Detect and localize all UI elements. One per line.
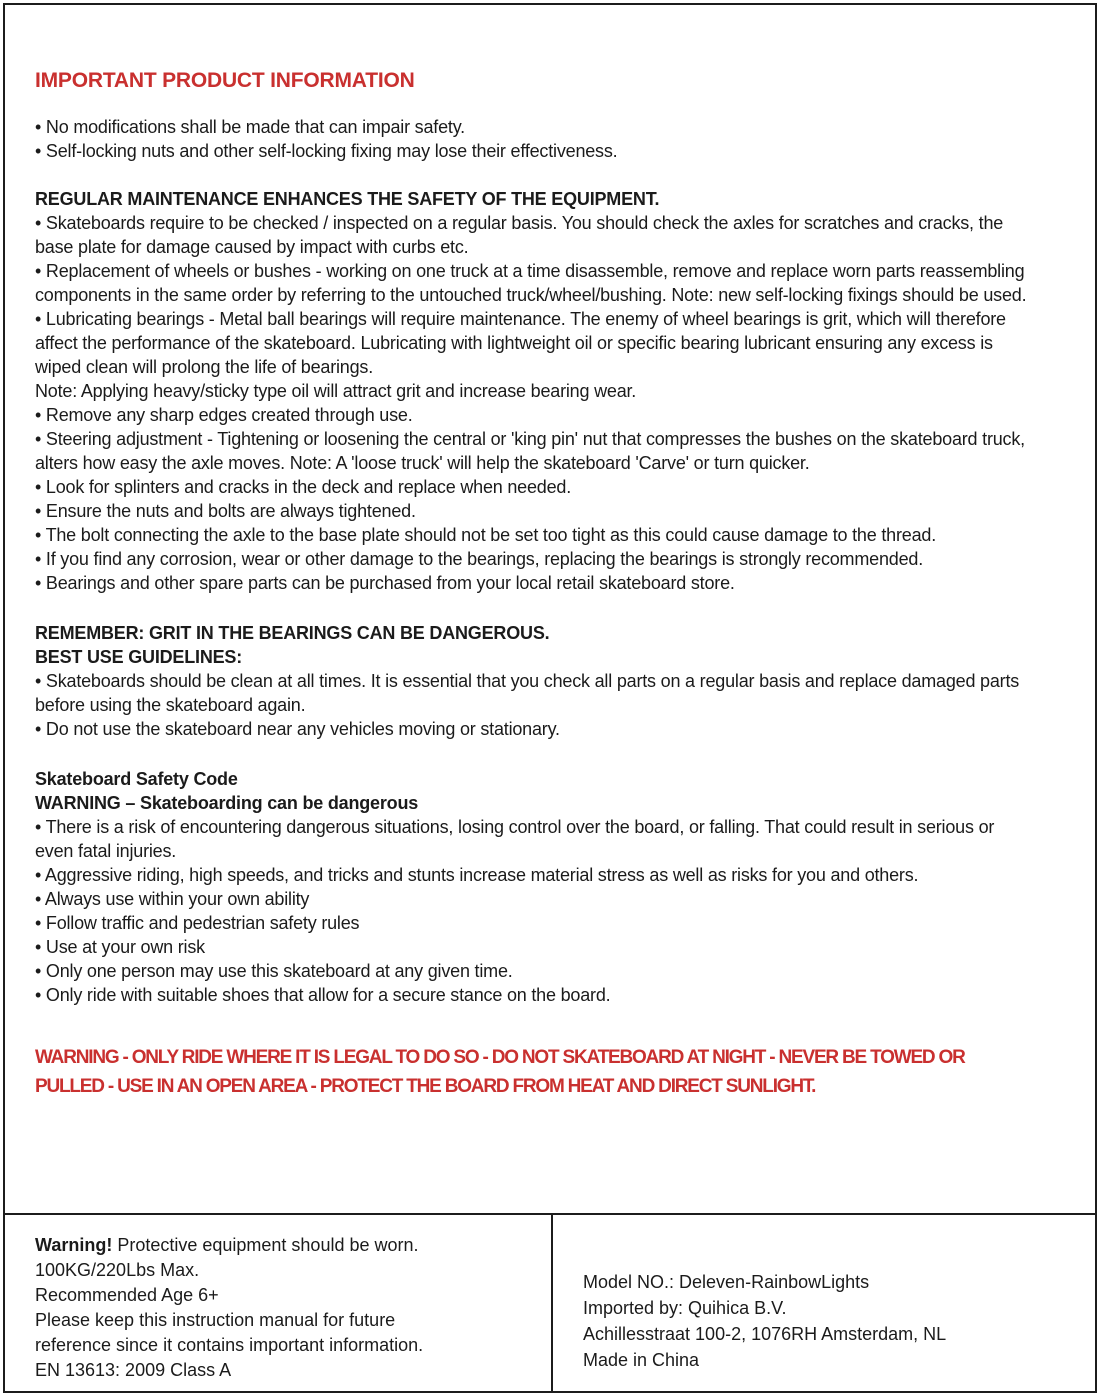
- keep-manual-line: Please keep this instruction manual for future: [35, 1310, 396, 1330]
- red-warning-text: WARNING - ONLY RIDE WHERE IT IS LEGAL TO DO SO - DO NOT SKATEBOARD AT NIGHT - NEVER BE TOWED OR PULLED - USE IN AN OPEN AREA - PROTECT THE BOARD FROM HEAT AND DIRECT SUNLIGHT.: [35, 1047, 965, 1097]
- address-line: Achillesstraat 100-2, 1076RH Amsterdam, NL: [583, 1324, 947, 1344]
- best-use-bullet: • Do not use the skateboard near any vehicles moving or stationary.: [35, 719, 560, 739]
- intro-bullet: • Self-locking nuts and other self-locking fixing may lose their effectiveness.: [35, 141, 618, 161]
- footer-table: [5, 1213, 1095, 1391]
- maintenance-bullet: • Lubricating bearings - Metal ball bearings will require maintenance. The enemy of wheel bearings is grit, which will therefore affect the performance of the skateboard. Lubricating with lightweight oil or specific bearing lubricant ensuring any excess is wiped clean will prolong the life of bearings.: [35, 309, 1006, 377]
- maintenance-bullet: • Ensure the nuts and bolts are always tightened.: [35, 501, 416, 521]
- importer-line: Imported by: Quihica B.V.: [583, 1298, 787, 1318]
- maintenance-bullet: • Skateboards require to be checked / inspected on a regular basis. You should check the axles for scratches and cracks, the base plate for damage caused by impact with curbs etc.: [35, 213, 1004, 257]
- maintenance-bullet: • Look for splinters and cracks in the deck and replace when needed.: [35, 477, 572, 497]
- best-use-bullet: • Skateboards should be clean at all times. It is essential that you check all parts on a regular basis and replace damaged parts before using the skateboard again.: [35, 671, 1020, 715]
- made-in-line: Made in China: [583, 1350, 700, 1370]
- best-use-heading: BEST USE GUIDELINES:: [35, 647, 243, 667]
- safety-bullet: • Use at your own risk: [35, 937, 205, 957]
- remember-heading: REMEMBER: GRIT IN THE BEARINGS CAN BE DANGEROUS.: [35, 623, 550, 643]
- footer-warning-cell: [5, 1215, 553, 1391]
- main-content: [5, 5, 1095, 1213]
- maintenance-bullet: • Remove any sharp edges created through use.: [35, 405, 413, 425]
- keep-manual-line2: reference since it contains important information.: [35, 1335, 424, 1355]
- maintenance-note: Note: Applying heavy/sticky type oil will attract grit and increase bearing wear.: [35, 381, 637, 401]
- safety-bullet: • There is a risk of encountering dangerous situations, losing control over the board, or falling. That could result in serious or even fatal injuries.: [35, 817, 995, 861]
- maintenance-bullet: • Bearings and other spare parts can be purchased from your local retail skateboard store.: [35, 573, 735, 593]
- maintenance-bullet: • The bolt connecting the axle to the base plate should not be set too tight as this could cause damage to the thread.: [35, 525, 936, 545]
- footer-model-cell: [553, 1215, 1095, 1391]
- maintenance-bullet: • Replacement of wheels or bushes - working on one truck at a time disassemble, remove and replace worn parts reassembling components in the same order by referring to the untouched truck/wheel/bushing. Note: new self-locking fixings should be used.: [35, 261, 1027, 305]
- warning-rest: Protective equipment should be worn.: [112, 1235, 419, 1255]
- maintenance-heading: REGULAR MAINTENANCE ENHANCES THE SAFETY OF THE EQUIPMENT.: [35, 189, 660, 209]
- safety-code-heading: Skateboard Safety Code: [35, 769, 238, 789]
- protective-equipment-line: [35, 1233, 535, 1258]
- maintenance-bullet: • If you find any corrosion, wear or other damage to the bearings, replacing the bearings is strongly recommended.: [35, 549, 923, 569]
- model-number-line: Model NO.: Deleven-RainbowLights: [583, 1272, 870, 1292]
- safety-warning-heading: WARNING – Skateboarding can be dangerous: [35, 793, 419, 813]
- standard-line: EN 13613: 2009 Class A: [35, 1360, 232, 1380]
- safety-bullet: • Aggressive riding, high speeds, and tricks and stunts increase material stress as well as risks for you and others.: [35, 865, 919, 885]
- safety-bullet: • Follow traffic and pedestrian safety rules: [35, 913, 360, 933]
- safety-bullet: • Always use within your own ability: [35, 889, 310, 909]
- maintenance-bullet: • Steering adjustment - Tightening or loosening the central or 'king pin' nut that compresses the bushes on the skateboard truck, alters how easy the axle moves. Note: A 'loose truck' will help the skateboard 'Carve' or turn quicker.: [35, 429, 1025, 473]
- safety-bullet: • Only one person may use this skateboard at any given time.: [35, 961, 513, 981]
- intro-bullet: • No modifications shall be made that can impair safety.: [35, 117, 465, 137]
- warning-label: Warning!: [35, 1235, 113, 1255]
- max-weight-line: 100KG/220Lbs Max.: [35, 1260, 200, 1280]
- document-page: [3, 3, 1097, 1393]
- safety-bullet: • Only ride with suitable shoes that allow for a secure stance on the board.: [35, 985, 611, 1005]
- recommended-age-line: Recommended Age 6+: [35, 1285, 219, 1305]
- page-title: IMPORTANT PRODUCT INFORMATION: [35, 69, 415, 92]
